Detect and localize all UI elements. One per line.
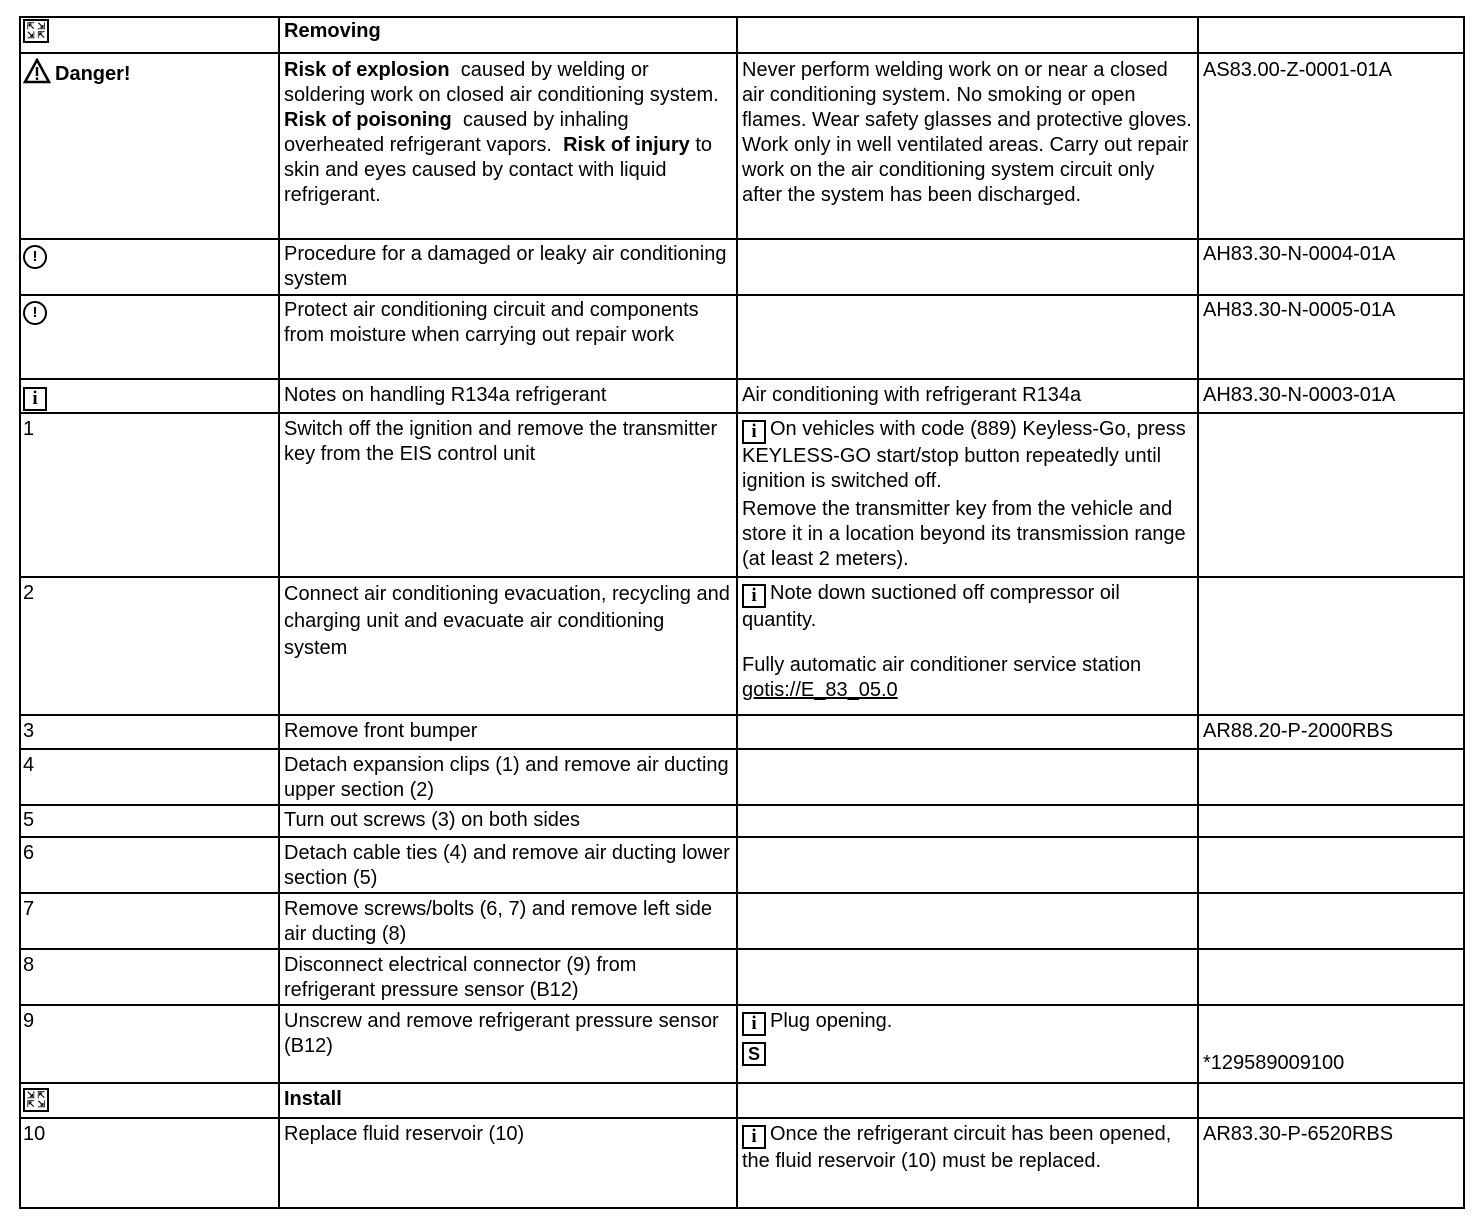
danger-remedy: Never perform welding work on or near a closed air conditioning system. No smoking or open flames. Wear safety glasses and protective gloves. Work only in well ventilated areas. Carry out repair work on the air conditioning system circuit only after the system has been discharged. xyxy=(737,53,1198,239)
install-icon: ⇲ ⇱ ⇱ ⇲ xyxy=(23,1088,49,1112)
table-row: ! Procedure for a damaged or leaky air conditioning system AH83.30-N-0004-01A xyxy=(20,239,1464,295)
table-row: 1 Switch off the ignition and remove the transmitter key from the EIS control unit i On vehicles with code (889) Keyless-Go, press KEYLESS-GO start/stop button repeatedly until ignition is switched off. Remove the transmitter key from the vehicle and store it in a location beyond its transmission range (at least 2 meters). xyxy=(20,413,1464,577)
danger-label: Danger! xyxy=(55,63,131,85)
table-row: 10 Replace fluid reservoir (10) i Once the refrigerant circuit has been opened, the fluid reservoir (10) must be replaced. AR83.30-P-6520RBS xyxy=(20,1118,1464,1208)
step-number: 8 xyxy=(20,949,279,1005)
document-reference[interactable]: AS83.00-Z-0001-01A xyxy=(1198,53,1464,239)
removing-icon: ⇱ ⇲ ⇲ ⇱ xyxy=(23,19,49,43)
table-row: 2 Connect air conditioning evacuation, recycling and charging unit and evacuate air conditioning system i Note down suctioned off compressor oil quantity. Fully automatic air conditioner service station gotis://E_83_05.0 xyxy=(20,577,1464,715)
document-reference[interactable]: AR83.30-P-6520RBS xyxy=(1198,1118,1464,1208)
table-row: 8 Disconnect electrical connector (9) from refrigerant pressure sensor (B12) xyxy=(20,949,1464,1005)
info-icon: i xyxy=(742,584,766,608)
table-row: i Notes on handling R134a refrigerant Air conditioning with refrigerant R134a AH83.30-N-0003-01A xyxy=(20,379,1464,413)
table-row: 5 Turn out screws (3) on both sides xyxy=(20,805,1464,837)
table-row xyxy=(20,1083,1464,1118)
procedure-icon: ! xyxy=(23,301,47,325)
document-reference[interactable]: AH83.30-N-0004-01A xyxy=(1198,239,1464,295)
procedure-icon: ! xyxy=(23,245,47,269)
info-icon: i xyxy=(742,420,766,444)
document-reference[interactable]: AR88.20-P-2000RBS xyxy=(1198,715,1464,749)
table-row: ! Protect air conditioning circuit and components from moisture when carrying out repair work AH83.30-N-0005-01A xyxy=(20,295,1464,379)
table-row xyxy=(20,53,1464,239)
step-number: 6 xyxy=(20,837,279,893)
icon-cell xyxy=(20,17,279,53)
special-tool-icon: S xyxy=(742,1042,766,1066)
document-reference[interactable]: AH83.30-N-0005-01A xyxy=(1198,295,1464,379)
info-icon: i xyxy=(742,1125,766,1149)
step-number: 1 xyxy=(20,413,279,577)
info-icon: i xyxy=(742,1012,766,1036)
step-number: 5 xyxy=(20,805,279,837)
step-number: 9 xyxy=(20,1005,279,1083)
table-row: 3 Remove front bumper AR88.20-P-2000RBS xyxy=(20,715,1464,749)
step-number: 3 xyxy=(20,715,279,749)
step-number: 4 xyxy=(20,749,279,805)
table-row: 7 Remove screws/bolts (6, 7) and remove left side air ducting (8) xyxy=(20,893,1464,949)
procedure-table xyxy=(19,16,1465,1209)
section-title: Install xyxy=(279,1083,737,1118)
service-station-link[interactable]: gotis://E_83_05.0 xyxy=(742,679,898,701)
table-row: 6 Detach cable ties (4) and remove air ducting lower section (5) xyxy=(20,837,1464,893)
tool-number[interactable]: *129589009100 xyxy=(1198,1005,1464,1083)
danger-description: Risk of explosion caused by welding or soldering work on closed air conditioning system. Risk of poisoning caused by inhaling overheated refrigerant vapors. Risk of injury to skin and eyes caused by contact with liquid refrigerant. xyxy=(279,53,737,239)
step-number: 2 xyxy=(20,577,279,715)
step-number: 10 xyxy=(20,1118,279,1208)
table-row: 9 Unscrew and remove refrigerant pressure sensor (B12) i Plug opening. S *129589009100 xyxy=(20,1005,1464,1083)
info-icon: i xyxy=(23,387,47,411)
table-row: 4 Detach expansion clips (1) and remove air ducting upper section (2) xyxy=(20,749,1464,805)
table-row xyxy=(20,17,1464,53)
step-number: 7 xyxy=(20,893,279,949)
warning-icon xyxy=(23,58,51,84)
section-title: Removing xyxy=(279,17,737,53)
document-reference[interactable]: AH83.30-N-0003-01A xyxy=(1198,379,1464,413)
